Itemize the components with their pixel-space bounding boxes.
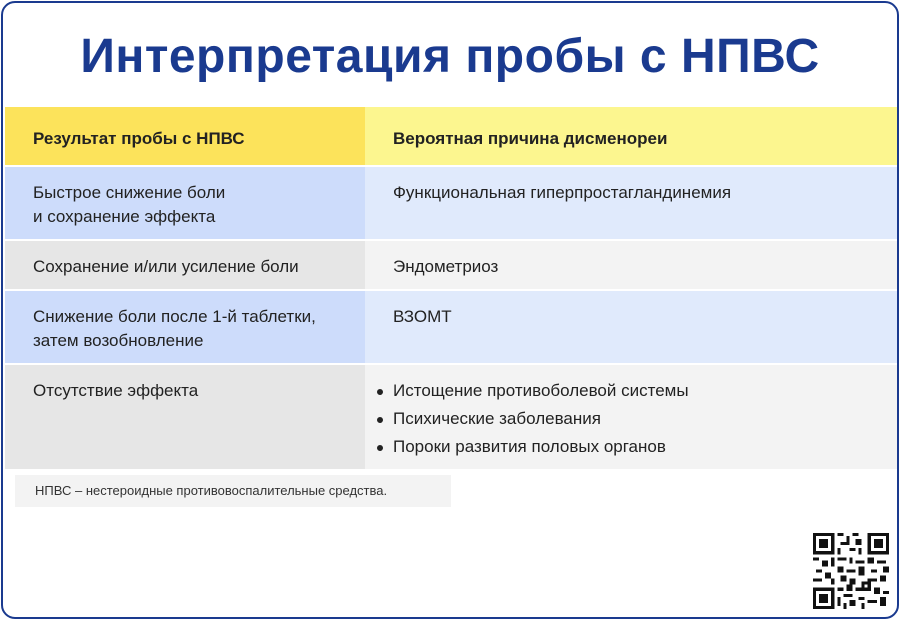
result-cell [5, 291, 365, 363]
cause-line: Эндометриоз [393, 257, 499, 276]
cause-bullet-item: Пороки развития половых органов [393, 435, 869, 459]
result-cell [5, 167, 365, 239]
header-result: Результат пробы с НПВС [5, 107, 365, 165]
table-row [5, 291, 897, 365]
cause-cell [365, 291, 897, 363]
cause-bullet-list [393, 379, 869, 459]
result-line: Быстрое снижение боли [33, 183, 226, 202]
result-line: и сохранение эффекта [33, 207, 216, 226]
table-row [5, 365, 897, 471]
table-header-row [5, 107, 897, 167]
cause-line: Функциональная гиперпростагландинемия [393, 183, 732, 202]
result-line: затем возобновление [33, 331, 204, 350]
footnote: НПВС – нестероидные противовоспалительные средства. [15, 475, 451, 507]
cause-line: ВЗОМТ [393, 307, 452, 326]
card [1, 1, 899, 619]
result-cell [5, 241, 365, 289]
cause-cell [365, 365, 897, 469]
cause-bullet-item: Психические заболевания [393, 407, 869, 431]
header-cause: Вероятная причина дисменореи [365, 107, 897, 165]
result-line: Отсутствие эффекта [33, 381, 199, 400]
table-row [5, 241, 897, 291]
interpretation-table [5, 107, 897, 471]
qr-code-icon [813, 533, 889, 609]
result-line: Сохранение и/или усиление боли [33, 257, 299, 276]
cause-bullet-item: Истощение противоболевой системы [393, 379, 869, 403]
cause-cell [365, 241, 897, 289]
result-line: Снижение боли после 1-й таблетки, [33, 307, 316, 326]
table-row [5, 167, 897, 241]
cause-cell [365, 167, 897, 239]
page-title: Интерпретация пробы с НПВС [80, 30, 820, 83]
result-cell [5, 365, 365, 469]
